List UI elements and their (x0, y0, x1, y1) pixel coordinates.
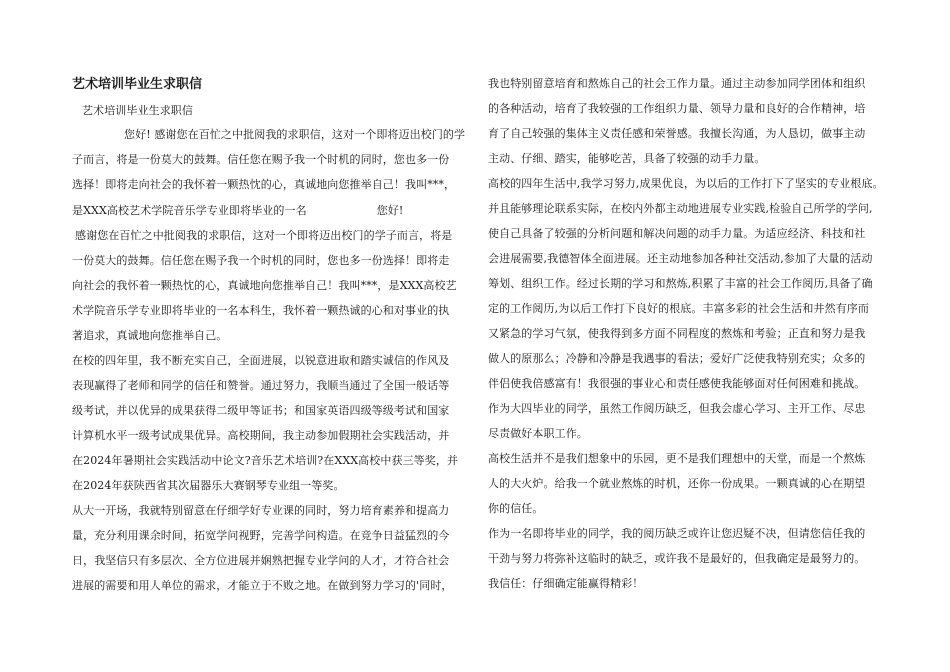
text-line: 日，我坚信只有多层次、全方位进展并娴熟把握专业学问的人才，才符合社会 (72, 554, 450, 567)
text-line: 定的工作阅历,为以后工作打下良好的根底。丰富多彩的社会生活和井然有序而 (488, 302, 869, 315)
text-line: 感谢您在百忙之中批阅我的求职信，这对一个即将迈出校门的学子而言，将是 (75, 229, 453, 242)
text-line: 在校的四年里，我不断充实自己，全面进展，以锐意进取和踏实诚信的作风及 (72, 354, 450, 367)
subtitle-line: 艺术培训毕业生求职信 (82, 104, 193, 117)
text-line: 子而言，将是一份莫大的鼓舞。信任您在赐予我一个时机的同时，您也多一份 (72, 153, 450, 166)
text-line: 著追求，真诚地向您推举自己。 (72, 329, 228, 342)
text-line: 的各种活动，培育了我较强的工作组织力量、领导力量和良好的合作精神，培 (488, 102, 866, 115)
text-line: 又紧急的学习气氛，使我得到多方面不同程度的熬炼和考验；正直和努力是我 (488, 327, 866, 340)
text-line: 筹划、组织工作。经过长期的学习和熬炼,积累了丰富的社会工作阅历,具备了确 (488, 277, 873, 290)
text-line: 术学院音乐学专业即将毕业的一名本科生，我怀着一颗热诚的心和对事业的执 (72, 304, 450, 317)
text-line: 人的大火炉。给我一个就业熬炼的时机，还你一份成果。一颗真诚的心在期望 (488, 477, 866, 490)
text-line: 量，充分利用课余时间，拓宽学问视野，完善学问构造。在竞争日益猛烈的今 (72, 529, 450, 542)
text-line: 在2024年暑期社会实践活动中论文?音乐艺术培训?在XXX高校中获三等奖，并 (72, 454, 459, 467)
text-line: 会进展需要,我德智体全面进展。还主动地参加各种社交活动,参加了大量的活动 (488, 252, 873, 265)
text-line: 主动、仔细、踏实，能够吃苦，具备了较强的动手力量。 (488, 152, 766, 165)
text-line: 干劲与努力将弥补这临时的缺乏，或许我不是最好的，但我确定是最努力的。 (488, 552, 866, 565)
text-line: 做人的原那么；冷静和冷静是我遇事的看法；爱好广泛使我特别充实；众多的 (488, 352, 866, 365)
text-line: 我也特别留意培育和熬炼自己的社会工作力量。通过主动参加同学团体和组织 (488, 77, 866, 90)
text-line: 作为一名即将毕业的同学，我的阅历缺乏或许让您迟疑不决，但请您信任我的 (488, 527, 866, 540)
text-line: 表现赢得了老师和同学的信任和赞誉。通过努力，我顺当通过了全国一般话等 (72, 379, 450, 392)
text-line: 向社会的我怀着一颗热忱的心，真诚地向您推举自己！我叫***，是XXX高校艺 (72, 279, 457, 292)
text-line: 使自己具备了较强的分析问题和解决问题的动手力量。为适应经济、科技和社 (488, 227, 866, 240)
text-line: 我信任：仔细确定能赢得精彩！ (488, 577, 644, 590)
text-line: 尽责做好本职工作。 (488, 427, 588, 440)
text-line: 高校生活并不是我们想象中的乐园，更不是我们理想中的天堂，而是一个熬炼 (488, 452, 866, 465)
text-line: 伴侣使我倍感富有！我很强的事业心和责任感使我能够面对任何困难和挑战。 (488, 377, 866, 390)
greeting-fragment: 您好! (376, 204, 404, 217)
text-line: 高校的四年生活中,我学习努力,成果优良，为以后的工作打下了坚实的专业根底。 (488, 177, 884, 190)
text-line (72, 204, 403, 218)
text-line: 并且能够理论联系实际，在校内外都主动地进展专业实践,检验自己所学的学问, (488, 202, 873, 215)
text-line: 计算机水平一级考试成果优异。高校期间，我主动参加假期社会实践活动，并 (72, 429, 450, 442)
text-line: 育了自己较强的集体主义责任感和荣誉感。我擅长沟通，为人恳切，做事主动 (488, 127, 866, 140)
text-line: 从大一开场，我就特别留意在仔细学好专业课的同时，努力培育素养和提高力 (72, 504, 450, 517)
text-line: 您好! 感谢您在百忙之中批阅我的求职信，这对一个即将迈出校门的学 (124, 128, 466, 141)
text-line-head: 是XXX高校艺术学院音乐学专业即将毕业的一名 (72, 204, 307, 217)
text-line: 选择！即将走向社会的我怀着一颗热忱的心，真诚地向您推举自己！我叫***， (72, 178, 456, 191)
text-line: 作为大四毕业的同学，虽然工作阅历缺乏，但我会虚心学习、主开工作、尽忠 (488, 402, 866, 415)
text-line: 级考试，并以优异的成果获得二级甲等证书；和国家英语四级等级考试和国家 (72, 404, 450, 417)
text-line: 进展的需要和用人单位的需求，才能立于不败之地。在做到努力学习的'同时， (72, 579, 453, 592)
text-line: 在2024年获陕西省其次届器乐大赛钢琴专业组一等奖。 (72, 479, 345, 492)
text-line: 一份莫大的鼓舞。信任您在赐予我一个时机的同时，您也多一份选择！即将走 (72, 254, 450, 267)
page-title: 艺术培训毕业生求职信 (72, 77, 203, 92)
text-line: 你的信任。 (488, 502, 544, 515)
